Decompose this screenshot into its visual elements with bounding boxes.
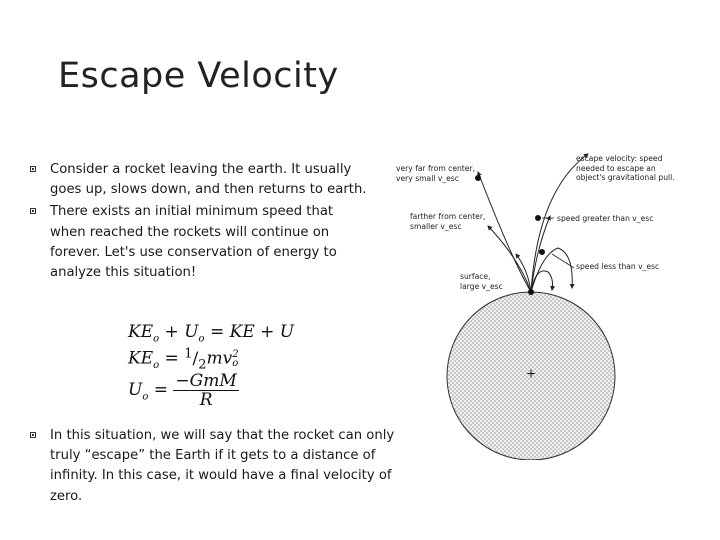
bullet-text: In this situation, we will say that the rocket can only truly “escape” the Earth if it gets to a distance of infinity. In this case, it would have a final velocity of zero.	[50, 428, 395, 504]
label-escape-velocity-definition: escape velocity: speed needed to escape an object's gravitational pull.	[576, 154, 675, 183]
label-speed-less: speed less than v_esc	[576, 262, 660, 271]
diagram-graphic	[392, 150, 698, 460]
square-bullet-icon	[30, 208, 36, 214]
bullet-text: Consider a rocket leaving the earth. It usually goes up, slows down, and then returns to earth.	[50, 162, 367, 198]
pointer-line-less	[552, 254, 574, 268]
bullet-text: There exists an initial minimum speed that when reached the rockets will continue on forever. Let's use conservation of energy to analyze this situation!	[50, 204, 337, 281]
slide-title: Escape Velocity	[58, 56, 339, 96]
label-surface: surface, large v_esc	[460, 272, 503, 291]
equation-initial-potential-energy: $U_o$ = $\frac{\text{−GmM}}{R}$	[128, 371, 237, 410]
label-farther-from-center: farther from center, smaller v_esc	[410, 212, 486, 231]
label-far-from-center: very far from center, very small v_esc	[396, 164, 475, 183]
position-dot-mid	[535, 215, 541, 221]
position-dot-surface	[528, 289, 534, 295]
square-bullet-icon	[30, 432, 36, 438]
label-speed-greater: speed greater than v_esc	[557, 214, 654, 223]
square-bullet-icon	[30, 166, 36, 172]
bullet-item	[30, 160, 370, 200]
escape-velocity-diagram	[392, 150, 698, 460]
position-dot-near	[539, 249, 545, 255]
equation-energy-conservation: $KE_o + U_o$ = KE + U	[128, 322, 295, 345]
bullet-list	[30, 160, 370, 283]
planet-center-mark: +	[525, 366, 537, 381]
bullet-item	[30, 202, 370, 283]
equation-initial-kinetic-energy: $KE_o = ^1/_2mv$ 2 o	[128, 346, 239, 373]
position-dot-far	[475, 175, 481, 181]
bullet-item	[30, 426, 400, 507]
trajectory-less-arrow-short	[531, 271, 553, 292]
equations-block	[128, 322, 298, 422]
bullet-list-bottom	[30, 426, 400, 507]
